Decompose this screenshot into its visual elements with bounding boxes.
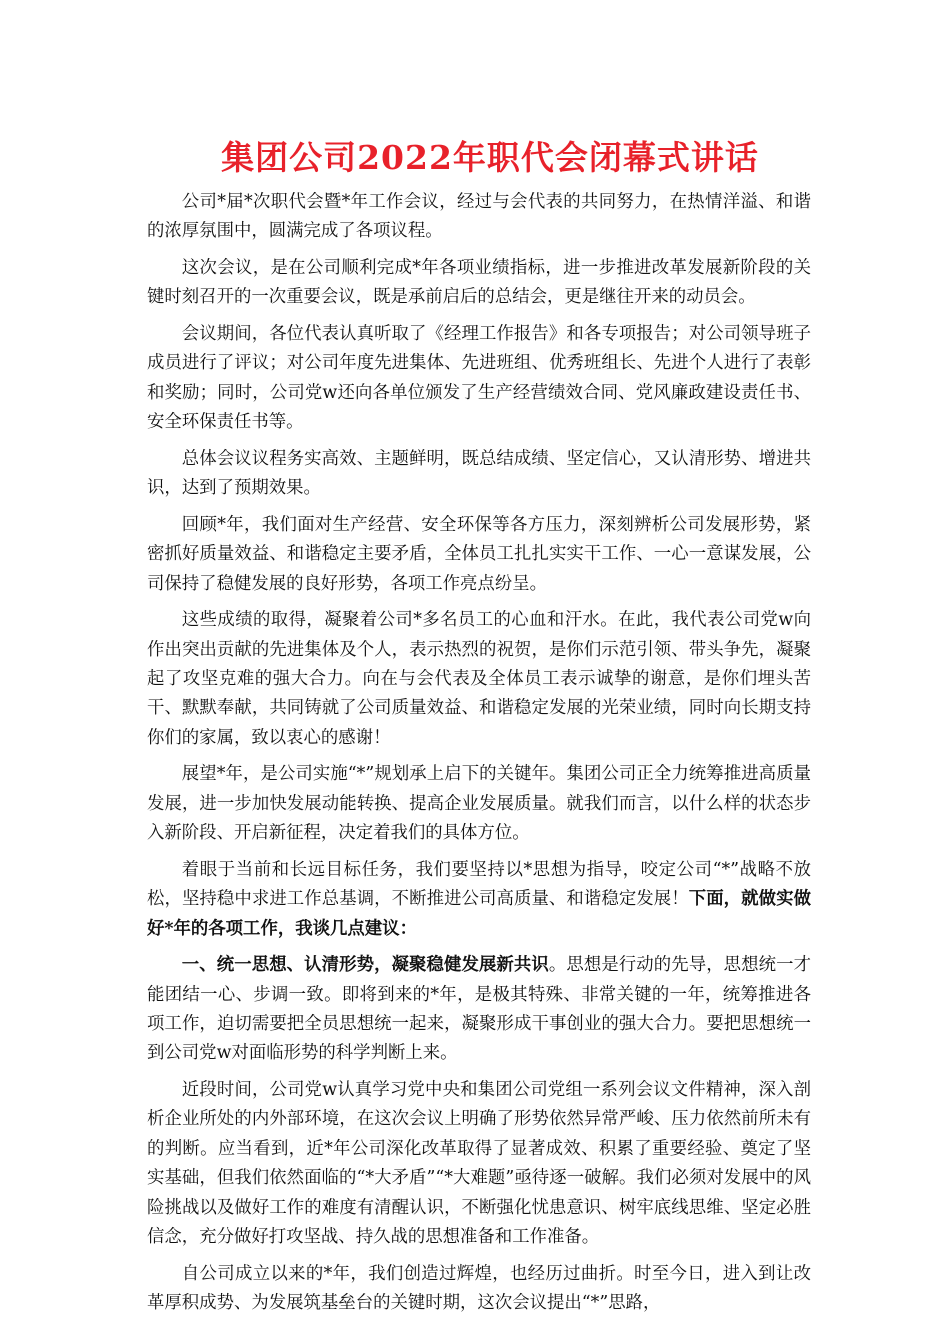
section-heading: 一、统一思想、认清形势，凝聚稳健发展新共识	[181, 955, 549, 976]
paragraph	[147, 856, 811, 944]
paragraph-text: 近段时间，公司党w认真学习党中央和集团公司党组一系列会议文件精神，深入剖析企业所处的内外部环境，在这次会议上明确了形势依然异常严峻、压力依然前所未有的判断。应当看到，近*年公司深化改革取得了显著成效、积累了重要经验、奠定了坚实基础，但我们依然面临的“*大矛盾”“*大难题”亟待逐一破解。我们必须对发展中的风险挑战以及做好工作的难度有清醒认识，不断强化忧患意识、树牢底线思维、坚定必胜信念，充分做好打攻坚战、持久战的思想准备和工作准备。	[147, 1080, 811, 1248]
paragraph-bold-text: 下面，就做实做好*年的各项工作，我谈几点建议：	[147, 889, 811, 939]
document-title: 集团公司2022年职代会闭幕式讲话	[221, 138, 759, 177]
paragraph	[147, 1076, 811, 1252]
paragraph-text: 自公司成立以来的*年，我们创造过辉煌，也经历过曲折。时至今日，进入到让改革厚积成势、为发展筑基垒台的关键时期，这次会议提出“*”思路，	[147, 1263, 811, 1314]
paragraph-text: 回顾*年，我们面对生产经营、安全环保等各方压力，深刻辨析公司发展形势，紧密抓好质量效益、和谐稳定主要矛盾，全体员工扎扎实实干工作、一心一意谋发展，公司保持了稳健发展的良好形势，各项工作亮点纷呈。	[147, 514, 811, 594]
paragraph	[147, 254, 811, 313]
paragraph	[147, 1260, 811, 1319]
paragraph-text: 总体会议议程务实高效、主题鲜明，既总结成绩、坚定信心，又认清形势、增进共识，达到了预期效果。	[147, 448, 811, 499]
paragraph	[147, 320, 811, 438]
paragraph	[147, 188, 811, 247]
paragraph	[147, 760, 811, 848]
document-body	[147, 188, 811, 1326]
paragraph-text: 公司*届*次职代会暨*年工作会议，经过与会代表的共同努力，在热情洋溢、和谐的浓厚氛围中，圆满完成了各项议程。	[147, 192, 811, 242]
paragraph-text: 。思想是行动的先导，思想统一才能团结一心、步调一致。即将到来的*年，是极其特殊、非常关键的一年，统筹推进各项工作，迫切需要把全员思想统一起来，凝聚形成干事创业的强大合力。要把思想统一到公司党w对面临形势的科学判断上来。	[147, 955, 811, 1064]
paragraph-text: 着眼于当前和长远目标任务，我们要坚持以*思想为指导，咬定公司“*”战略不放松，坚持稳中求进工作总基调，不断推进公司高质量、和谐稳定发展！	[147, 859, 811, 910]
paragraph-text: 这次会议，是在公司顺利完成*年各项业绩指标，进一步推进改革发展新阶段的关键时刻召开的一次重要会议，既是承前启后的总结会，更是继往开来的动员会。	[147, 258, 811, 308]
paragraph	[147, 445, 811, 504]
paragraph	[147, 606, 811, 753]
paragraph-text: 展望*年，是公司实施“*”规划承上启下的关键年。集团公司正全力统筹推进高质量发展，进一步加快发展动能转换、提高企业发展质量。就我们而言，以什么样的状态步入新阶段、开启新征程，决定着我们的具体方位。	[147, 764, 811, 844]
paragraph-text: 这些成绩的取得，凝聚着公司*多名员工的心血和汗水。在此，我代表公司党w向作出突出贡献的先进集体及个人，表示热烈的祝贺，是你们示范引领、带头争先，凝聚起了攻坚克难的强大合力。向在与会代表及全体员工表示诚挚的谢意，是你们埋头苦干、默默奉献，共同铸就了公司质量效益、和谐稳定发展的光荣业绩，同时向长期支持你们的家属，致以衷心的感谢！	[147, 610, 811, 748]
paragraph	[147, 951, 811, 1069]
paragraph-text: 会议期间，各位代表认真听取了《经理工作报告》和各专项报告；对公司领导班子成员进行了评议；对公司年度先进集体、先进班组、优秀班组长、先进个人进行了表彰和奖励；同时，公司党w还向各单位颁发了生产经营绩效合同、党风廉政建设责任书、安全环保责任书等。	[147, 324, 811, 433]
paragraph	[147, 511, 811, 599]
